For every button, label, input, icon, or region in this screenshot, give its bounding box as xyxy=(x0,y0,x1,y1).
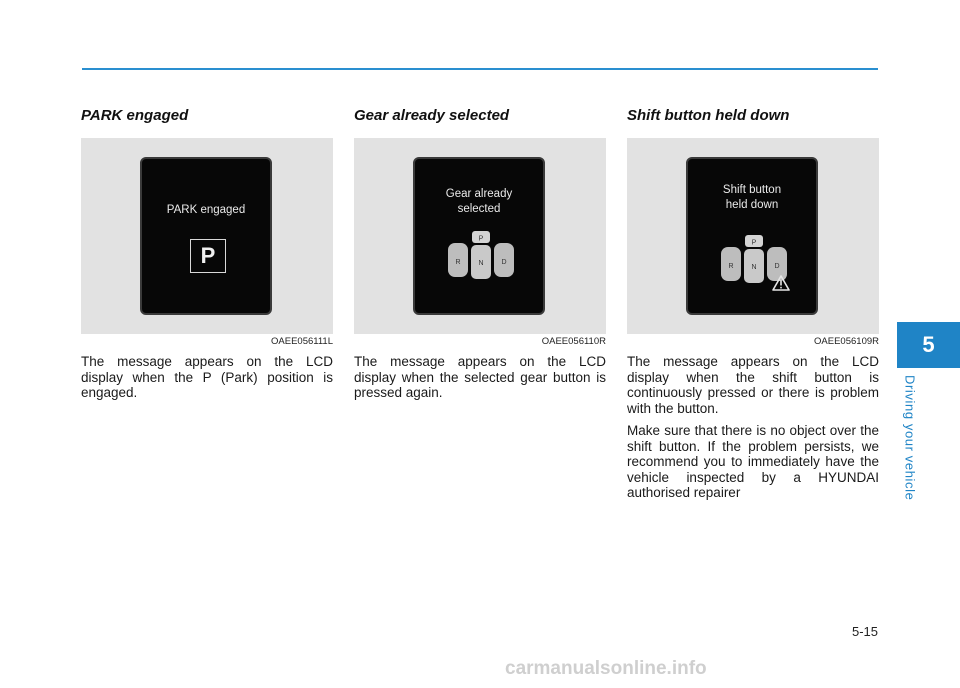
lcd-message: Gear already selected xyxy=(445,188,513,215)
gear-d-label: D xyxy=(774,263,780,270)
lcd-screen xyxy=(140,157,272,315)
lcd-message: PARK engaged xyxy=(166,204,246,216)
section-park-engaged xyxy=(81,106,333,401)
park-gear-indicator: P xyxy=(190,239,226,273)
gear-n-label: N xyxy=(751,264,757,271)
figure-park-engaged xyxy=(81,138,333,334)
gear-n-label: N xyxy=(478,260,484,267)
chapter-label-text: Driving your vehicle xyxy=(902,375,918,501)
watermark: carmanualsonline.info xyxy=(505,658,707,679)
lcd-screen xyxy=(686,157,818,315)
figure-code: OAEE056111L xyxy=(271,336,333,347)
section-title: Shift button held down xyxy=(627,107,790,124)
section-gear-already-selected xyxy=(354,106,606,401)
gear-r-label: R xyxy=(728,263,734,270)
gear-p-label: P xyxy=(751,239,757,247)
body-paragraph: Make sure that there is no object over the shift button. If the problem persists, we recommend you to immediately have the vehicle inspected by a HYUNDAI authorised repairer xyxy=(627,423,879,500)
gear-r-label: R xyxy=(455,259,461,266)
page-number: 5-15 xyxy=(851,624,878,639)
shift-buttons-icon xyxy=(447,231,515,283)
warning-triangle-icon xyxy=(772,275,790,291)
gear-d-label: D xyxy=(501,259,507,266)
section-title: PARK engaged xyxy=(81,107,189,124)
lcd-message: Shift button held down xyxy=(722,184,782,211)
section-shift-button-held-down xyxy=(627,106,879,501)
chapter-number-tab: 5 xyxy=(897,322,960,368)
figure-gear-already-selected xyxy=(354,138,606,334)
section-title: Gear already selected xyxy=(354,107,510,124)
chapter-label xyxy=(897,376,923,500)
figure-shift-button-held-down xyxy=(627,138,879,334)
figure-code: OAEE056110R xyxy=(541,336,606,347)
gear-p-label: P xyxy=(478,235,484,243)
body-paragraph: The message appears on the LCD display when the P (Park) position is engaged. xyxy=(81,354,333,400)
lcd-screen xyxy=(413,157,545,315)
figure-code: OAEE056109R xyxy=(814,336,879,347)
body-paragraph: The message appears on the LCD display when the selected gear button is pressed again. xyxy=(354,354,606,400)
body-paragraph: The message appears on the LCD display when the shift button is continuously pressed or there is problem with the button. xyxy=(627,354,879,416)
top-rule xyxy=(82,68,878,70)
